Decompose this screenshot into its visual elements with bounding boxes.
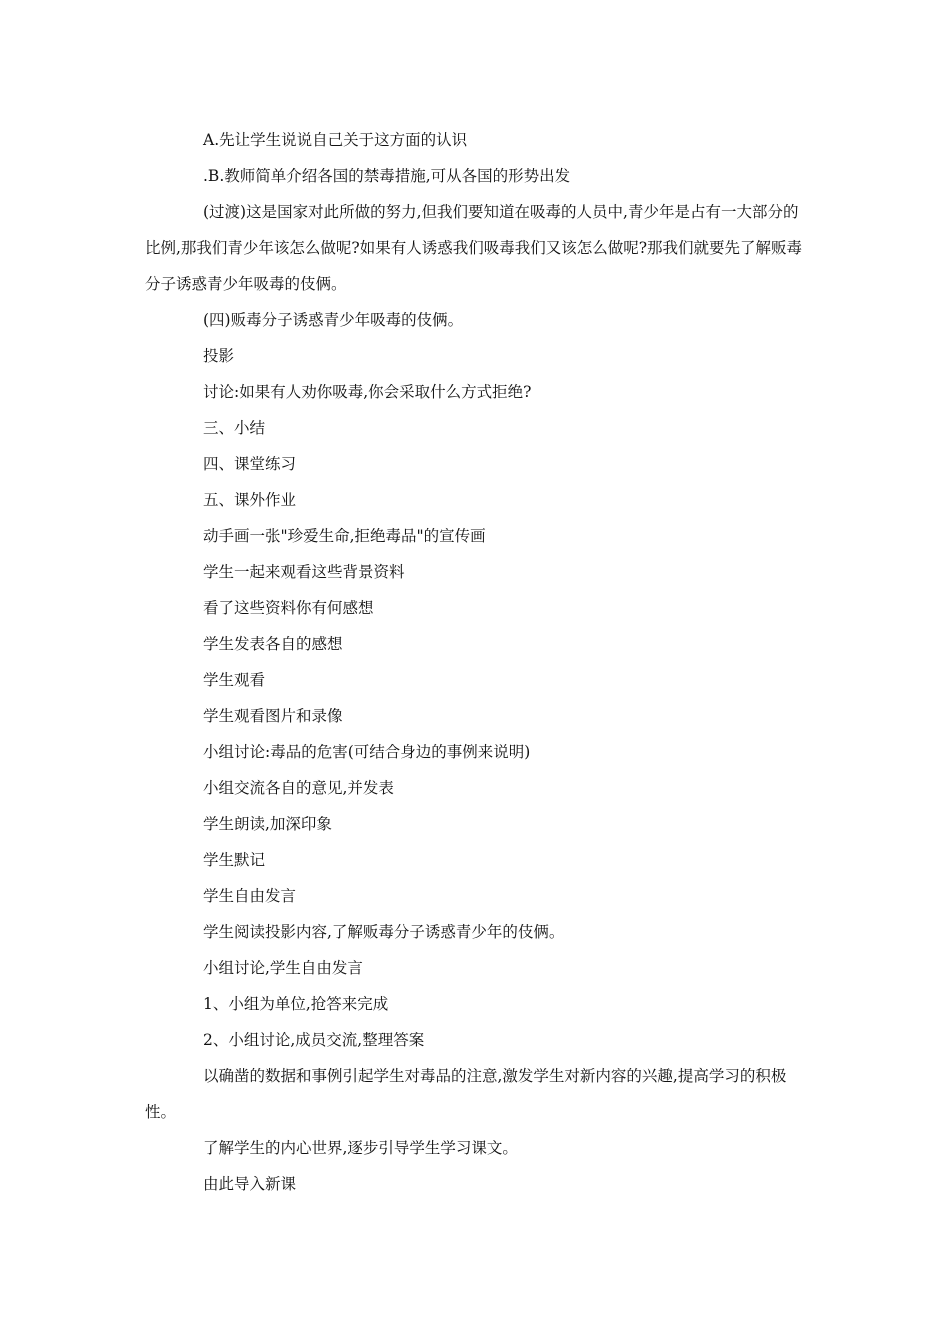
- paragraph: 学生默记: [203, 851, 266, 869]
- paragraph: (过渡)这是国家对此所做的努力,但我们要知道在吸毒的人员中,青少年是占有一大部分的比例,那我们青少年该怎么做呢?如果有人诱惑我们吸毒我们又该怎么做呢?那我们就要先了解贩毒分子诱惑青少年吸毒的伎俩。: [145, 203, 803, 293]
- paragraph: 小组讨论,学生自由发言: [203, 959, 363, 977]
- paragraph: 了解学生的内心世界,逐步引导学生学习课文。: [203, 1139, 518, 1157]
- paragraph: 学生朗读,加深印象: [203, 815, 332, 833]
- paragraph: 动手画一张"珍爱生命,拒绝毒品"的宣传画: [203, 527, 486, 545]
- paragraph: .B.教师简单介绍各国的禁毒措施,可从各国的形势出发: [203, 167, 571, 185]
- document-body: [145, 122, 810, 1202]
- paragraph: 学生阅读投影内容,了解贩毒分子诱惑青少年的伎俩。: [203, 923, 565, 941]
- paragraph: 1、小组为单位,抢答来完成: [203, 995, 389, 1013]
- paragraph: (四)贩毒分子诱惑青少年吸毒的伎俩。: [203, 311, 464, 329]
- paragraph: 小组交流各自的意见,并发表: [203, 779, 394, 797]
- paragraph: 由此导入新课: [203, 1175, 297, 1193]
- paragraph: 看了这些资料你有何感想: [203, 599, 374, 617]
- paragraph: A.先让学生说说自己关于这方面的认识: [203, 131, 468, 149]
- paragraph: 三、小结: [203, 419, 266, 437]
- paragraph: 讨论:如果有人劝你吸毒,你会采取什么方式拒绝?: [203, 383, 532, 401]
- paragraph: 学生观看: [203, 671, 266, 689]
- paragraph: 学生观看图片和录像: [203, 707, 343, 725]
- paragraph: 学生发表各自的感想: [203, 635, 343, 653]
- paragraph: 投影: [203, 347, 235, 365]
- paragraph: 五、课外作业: [203, 491, 297, 509]
- paragraph: 学生一起来观看这些背景资料: [203, 563, 405, 581]
- paragraph: 以确凿的数据和事例引起学生对毒品的注意,激发学生对新内容的兴趣,提高学习的积极性。: [145, 1067, 787, 1121]
- paragraph: 2、小组讨论,成员交流,整理答案: [203, 1031, 425, 1049]
- paragraph: 小组讨论:毒品的危害(可结合身边的事例来说明): [203, 743, 531, 761]
- paragraph: 四、课堂练习: [203, 455, 297, 473]
- paragraph: 学生自由发言: [203, 887, 297, 905]
